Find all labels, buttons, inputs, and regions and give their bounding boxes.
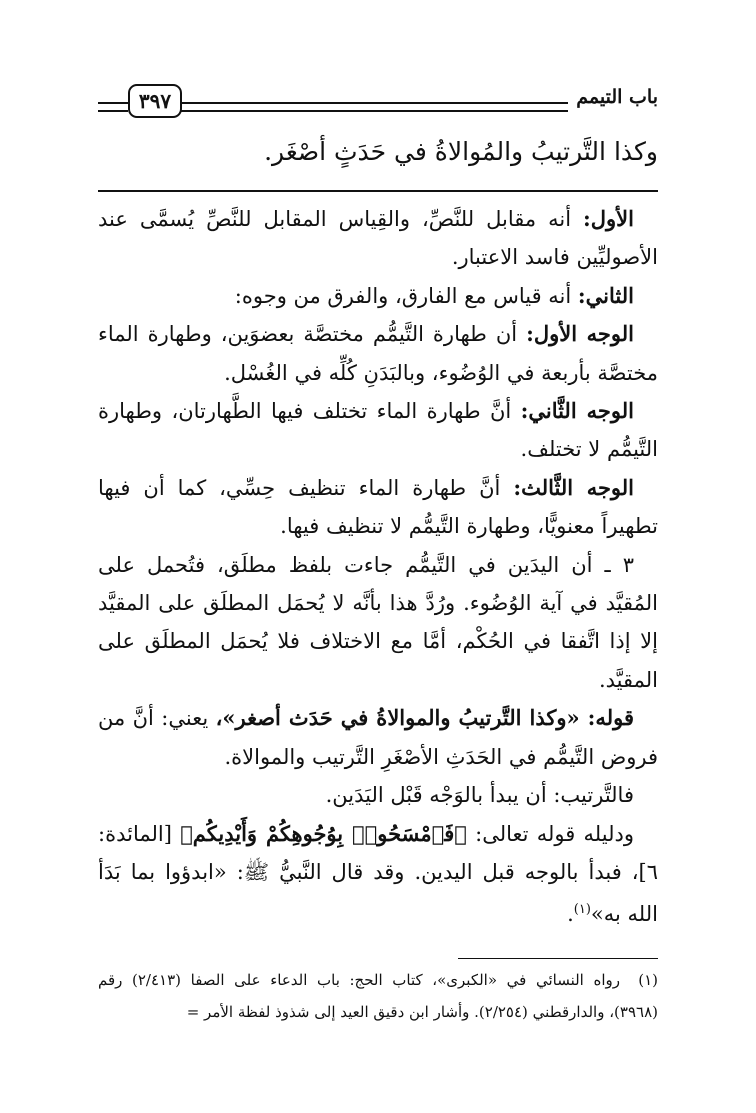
label-aspect-two: الوجه الثَّاني: <box>520 398 634 424</box>
text-second: أنه قياس مع الفارق، والفرق من وجوه: <box>234 283 578 308</box>
label-aspect-three: الوجه الثَّالث: <box>513 474 635 500</box>
footnote-divider <box>458 958 658 959</box>
header-rule-right <box>180 102 568 112</box>
text-aspect-two: أنَّ طهارة الماء تختلف فيها الطَّهارتان، وطهارة التَّيمُّم لا تختلف. <box>98 399 658 462</box>
text-evidence-intro: ودليله قوله تعالى: <box>466 821 634 846</box>
footnote-number: (١) <box>638 971 658 989</box>
footnote-item <box>98 964 658 1028</box>
text-aspect-three: أنَّ طهارة الماء تنظيف حِسِّي، كما أن فيها تطهيراً معنويًّا، وطهارة التَّيمُّم لا تنظيف فيها. <box>98 475 658 539</box>
text-first: أنه مقابل للنَّصِّ، والقِياس المقابل للنَّصِّ يُسمَّى عند الأصوليِّين فاسد الاعتبار. <box>98 207 658 270</box>
quran-verse: ﴿فَٱمْسَحُوا۟ بِوُجُوهِكُمْ وَأَيْدِيكُم﴾ <box>180 820 467 846</box>
paragraph-tarteeb: فالتَّرتيب: أن يبدأ بالوَجْه قَبْل اليَدَين. <box>325 783 634 808</box>
chapter-title: باب التيمم <box>576 86 658 108</box>
footnotes <box>98 964 658 1028</box>
footnote-reference[interactable]: (١) <box>573 902 591 918</box>
paragraph-second <box>98 277 658 315</box>
paragraph-aspect-three <box>98 469 658 546</box>
running-header <box>98 84 658 124</box>
paragraph-evidence <box>98 815 658 934</box>
page-number: ٣٩٧ <box>128 84 182 118</box>
text-evidence-end: . <box>567 902 574 927</box>
footnote-text: رواه النسائي في «الكبرى»، كتاب الحج: باب الدعاء على الصفا (٢/٤١٣) رقم (٣٩٦٨)، والدارقطني (٢/٢٥٤). وأشار ابن دقيق العيد إلى شذوذ لفظة الأمر = <box>98 971 658 1021</box>
paragraph-first <box>98 200 658 277</box>
label-first: الأول: <box>583 206 634 231</box>
paragraph-aspect-one <box>98 315 658 392</box>
paragraph-qawluhu <box>98 699 658 776</box>
paragraph-aspect-two <box>98 392 658 469</box>
commentary-body <box>98 200 658 934</box>
text-evidence-rest: [المائدة: ٦]، فبدأ بالوجه قبل اليدين. وقد قال النَّبيُّ ﷺ: «ابدؤوا بما بَدَأ الله به» <box>98 821 658 927</box>
paragraph-point-three: ٣ ـ أن اليدَين في التَّيمُّم جاءت بلفظ مطلَق، فتُحمل على المُقيَّد في آية الوُضُوء. ورُدَّ هذا بأنَّه لا يُحمَل المطلَق على المقيَّد إلا إذا اتَّفقا في الحُكْم، أمَّا مع الاختلاف فلا يُحمَل المطلَق على المقيَّد. <box>98 552 658 692</box>
header-rule-left <box>98 102 128 112</box>
label-second: الثاني: <box>577 282 634 308</box>
continuation-line: وكذا التَّرتيبُ والمُوالاةُ في حَدَثٍ أصْغَر. <box>264 137 658 166</box>
label-aspect-one: الوجه الأول: <box>526 321 634 347</box>
text-qawluhu: يعني: أنَّ من فروض التَّيمُّم في الحَدَثِ الأصْغَرِ التَّرتيب والموالاة. <box>98 706 658 769</box>
section-divider <box>98 190 658 192</box>
label-qawluhu: قوله: «وكذا التَّرتيبُ والموالاةُ في حَدَث أصغر»، <box>215 705 634 731</box>
text-aspect-one: أن طهارة التَّيمُّم مختصَّة بعضوَين، وطهارة الماء مختصَّة بأربعة في الوُضُوء، وبالبَدَنِ كُلِّه في الغُسْل. <box>98 322 658 385</box>
